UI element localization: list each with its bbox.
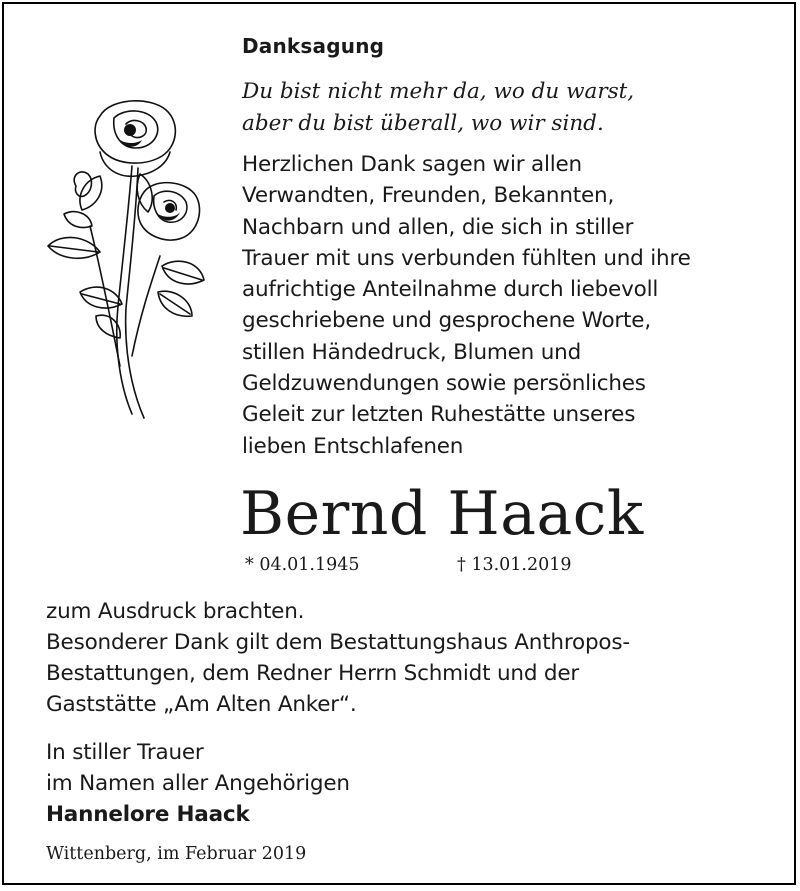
place-date: Wittenberg, im Februar 2019: [46, 844, 307, 864]
closing-line: Bestattungen, dem Redner Herrn Schmidt und der: [46, 661, 580, 686]
death-date: † 13.01.2019: [457, 555, 572, 575]
closing-line: Besonderer Dank gilt dem Bestattungshaus Anthropos-: [46, 630, 630, 655]
closing-line: Gaststätte „Am Alten Anker“.: [46, 692, 357, 717]
body-line: Herzlichen Dank sagen wir allen: [242, 152, 582, 177]
closing-line: zum Ausdruck brachten.: [46, 599, 305, 624]
quote-line: Du bist nicht mehr da, wo du warst,: [242, 79, 635, 104]
quote-line: aber du bist überall, wo wir sind.: [242, 111, 604, 136]
sign-line: In stiller Trauer: [46, 740, 204, 765]
thanks-paragraph: [242, 149, 787, 462]
notice-heading: Danksagung: [242, 34, 385, 58]
obituary-notice: [2, 2, 796, 885]
body-line: geschriebene und gesprochene Worte,: [242, 308, 651, 334]
signer-name: Hannelore Haack: [46, 802, 250, 827]
body-line: Geleit zur letzten Ruhestätte unseres: [242, 402, 636, 428]
body-line: Geldzuwendungen sowie persönliches: [242, 371, 646, 397]
body-line: Trauer mit uns verbunden fühlten und ihre: [242, 245, 691, 271]
deceased-name: Bernd Haack: [240, 479, 644, 549]
body-line: aufrichtige Anteilnahme durch liebevoll: [242, 277, 659, 303]
birth-date: * 04.01.1945: [245, 555, 360, 575]
signature-block: [46, 737, 546, 830]
life-dates: [245, 555, 572, 575]
memorial-quote: [242, 76, 782, 140]
sign-line: im Namen aller Angehörigen: [46, 771, 350, 796]
rose-illustration: [40, 96, 206, 426]
body-line: Nachbarn und allen, die sich in stiller: [242, 214, 634, 240]
body-line: lieben Entschlafenen: [242, 433, 464, 459]
closing-paragraph: [46, 596, 766, 720]
body-line: Verwandten, Freunden, Bekannten,: [242, 183, 615, 209]
body-line: stillen Händedruck, Blumen und: [242, 339, 582, 365]
